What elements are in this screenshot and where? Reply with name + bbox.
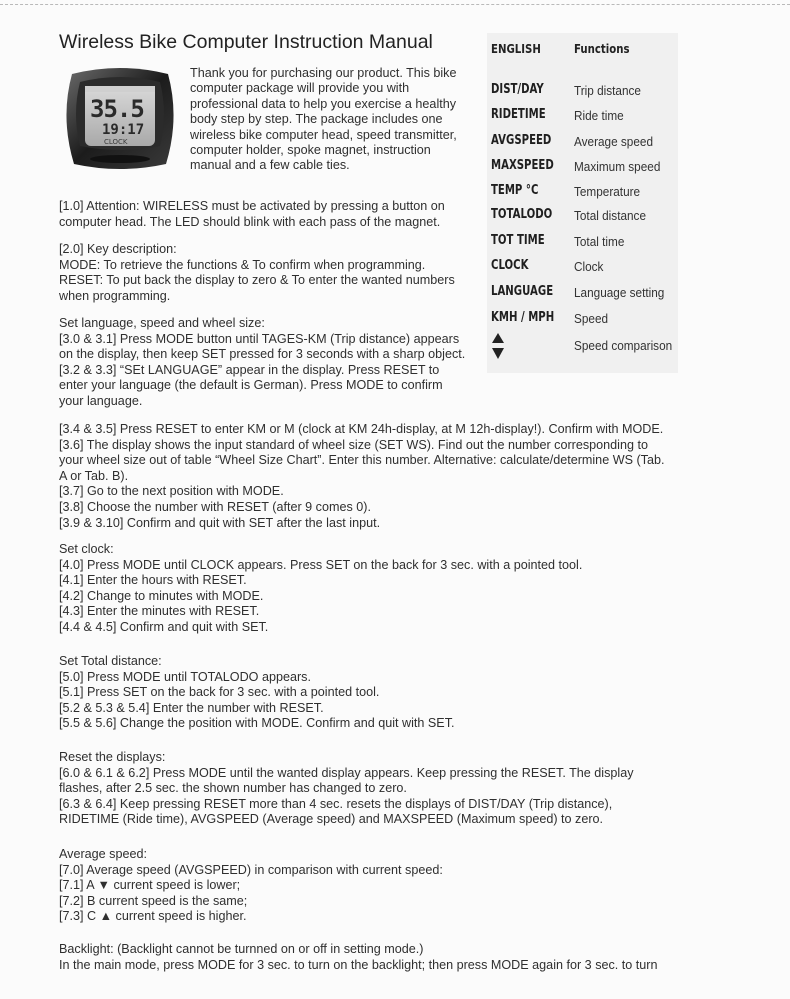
text-line: Reset the displays: [59, 750, 166, 764]
function-key: TOT TIME [491, 233, 545, 248]
language-section [59, 316, 699, 410]
lcd-mode: CLOCK [104, 138, 128, 146]
key-description-section [59, 242, 699, 304]
lcd-speed: 35.5 [90, 95, 144, 123]
text-line: your language. [59, 393, 143, 408]
text-line: [6.0 & 6.1 & 6.2] Press MODE until the wanted display appears. Keep pressing the RESET. The display [59, 765, 634, 780]
function-desc: Average speed [574, 134, 653, 149]
text-line: on the display, then keep SET pressed for 3 seconds with a sharp object. [59, 347, 466, 362]
function-row [491, 158, 681, 176]
functions-header-functions: Functions [574, 41, 630, 56]
text-line: [2.0] Key description: [59, 242, 177, 256]
text-line: Set Total distance: [59, 654, 162, 668]
text-line: [7.2] B current speed is the same; [59, 893, 248, 908]
intro-line: manual and a few cable ties. [190, 158, 350, 173]
intro-line: computer holder, spoke magnet, instruction [190, 143, 431, 158]
text-line: [4.2] Change to minutes with MODE. [59, 588, 264, 603]
text-line: [6.3 & 6.4] Keep pressing RESET more than 4 sec. resets the displays of DIST/DAY (Trip distance), [59, 796, 613, 811]
intro-line: wireless bike computer head, speed transmitter, [190, 127, 457, 142]
function-desc: Temperature [574, 184, 641, 199]
intro-line: Thank you for purchasing our product. This bike [190, 66, 457, 80]
function-key: MAXSPEED [491, 158, 554, 173]
function-desc: Language setting [574, 285, 665, 300]
text-line: [4.1] Enter the hours with RESET. [59, 573, 247, 588]
text-line: [4.4 & 4.5] Confirm and quit with SET. [59, 619, 269, 634]
bike-computer-image [62, 64, 178, 172]
functions-header-english: ENGLISH [491, 41, 541, 56]
text-line: [3.2 & 3.3] “SEt LANGUAGE” appear in the display. Press RESET to [59, 362, 440, 377]
text-line: RIDETIME (Ride time), AVGSPEED (Average speed) and MAXSPEED (Maximum speed) to zero. [59, 812, 604, 827]
function-key: TEMP °C [491, 183, 539, 198]
function-desc: Speed [574, 311, 609, 326]
function-key: TOTALODO [491, 207, 553, 222]
function-desc: Maximum speed [574, 159, 661, 174]
text-line: MODE: To retrieve the functions & To confirm when programming. [59, 257, 426, 272]
function-desc: Ride time [574, 108, 624, 123]
text-line: A or Tab. B). [59, 468, 129, 483]
function-desc: Total distance [574, 208, 646, 223]
text-line: [3.8] Choose the number with RESET (after 9 comes 0). [59, 499, 371, 514]
page-title: Wireless Bike Computer Instruction Manual [59, 31, 433, 53]
text-line: flashes, after 2.5 sec. the shown number has changed to zero. [59, 781, 407, 796]
average-speed-section [59, 847, 699, 925]
text-line: your wheel size out of table “Wheel Size Chart”. Enter this number. Alternative: calculate/determine WS (Tab. [59, 453, 665, 468]
text-line: enter your language (the default is German). Press MODE to confirm [59, 378, 443, 393]
text-line: [3.6] The display shows the input standard of wheel size (SET WS). Find out the number corresponding to [59, 437, 648, 452]
function-desc: Speed comparison [574, 338, 673, 353]
function-desc: Total time [574, 234, 625, 249]
wheel-size-section [59, 422, 699, 531]
function-row [491, 107, 681, 125]
total-distance-section [59, 654, 699, 732]
intro-paragraph [190, 66, 480, 174]
text-line: [3.7] Go to the next position with MODE. [59, 484, 284, 499]
text-line: [3.0 & 3.1] Press MODE button until TAGES-KM (Trip distance) appears [59, 331, 460, 346]
function-row [491, 133, 681, 151]
text-line: [5.5 & 5.6] Change the position with MODE. Confirm and quit with SET. [59, 716, 455, 731]
text-line: [5.1] Press SET on the back for 3 sec. with a pointed tool. [59, 685, 380, 700]
text-line: [4.0] Press MODE until CLOCK appears. Press SET on the back for 3 sec. with a pointed tool. [59, 557, 583, 572]
function-desc: Clock [574, 259, 604, 274]
backlight-section [59, 942, 699, 973]
reset-displays-section [59, 750, 699, 828]
text-line: when programming. [59, 288, 171, 303]
top-dashed-rule [0, 4, 790, 5]
text-line: [7.1] A ▼ current speed is lower; [59, 878, 241, 893]
text-line: [5.2 & 5.3 & 5.4] Enter the number with RESET. [59, 700, 324, 715]
text-line: Average speed: [59, 847, 147, 861]
lcd-time: 19:17 [102, 122, 145, 138]
set-clock-section [59, 542, 699, 636]
intro-line: computer package will provide you with [190, 81, 410, 96]
text-line: [4.3] Enter the minutes with RESET. [59, 604, 260, 619]
function-key: DIST/DAY [491, 82, 544, 97]
function-key: AVGSPEED [491, 133, 552, 148]
text-line: [3.4 & 3.5] Press RESET to enter KM or M (clock at KM 24h-display, at M 12h-display!). Confirm with MODE. [59, 422, 664, 436]
text-line: In the main mode, press MODE for 3 sec. to turn on the backlight; then press MODE again for 3 sec. to turn [59, 957, 658, 972]
function-key: CLOCK [491, 258, 529, 273]
function-key: LANGUAGE [491, 284, 554, 299]
text-line: Backlight: (Backlight cannot be turnned on or off in setting mode.) [59, 942, 424, 956]
attention-section [59, 199, 699, 230]
text-line: [3.9 & 3.10] Confirm and quit with SET after the last input. [59, 515, 381, 530]
function-desc: Trip distance [574, 83, 641, 98]
text-line: RESET: To put back the display to zero & To enter the wanted numbers [59, 273, 455, 288]
function-key: RIDETIME [491, 107, 546, 122]
function-row [491, 82, 681, 100]
text-line: [7.0] Average speed (AVGSPEED) in comparison with current speed: [59, 862, 443, 877]
text-line: Set language, speed and wheel size: [59, 316, 265, 330]
text-line: [1.0] Attention: WIRELESS must be activated by pressing a button on [59, 199, 445, 213]
text-line: [7.3] C ▲ current speed is higher. [59, 909, 247, 924]
intro-line: professional data to help you exercise a healthy [190, 96, 457, 111]
function-key: KMH / MPH [491, 310, 555, 325]
text-line: computer head. The LED should blink with each pass of the magnet. [59, 214, 441, 229]
intro-line: body step by step. The package includes one [190, 112, 443, 127]
text-line: [5.0] Press MODE until TOTALODO appears. [59, 669, 311, 684]
text-line: Set clock: [59, 542, 114, 556]
